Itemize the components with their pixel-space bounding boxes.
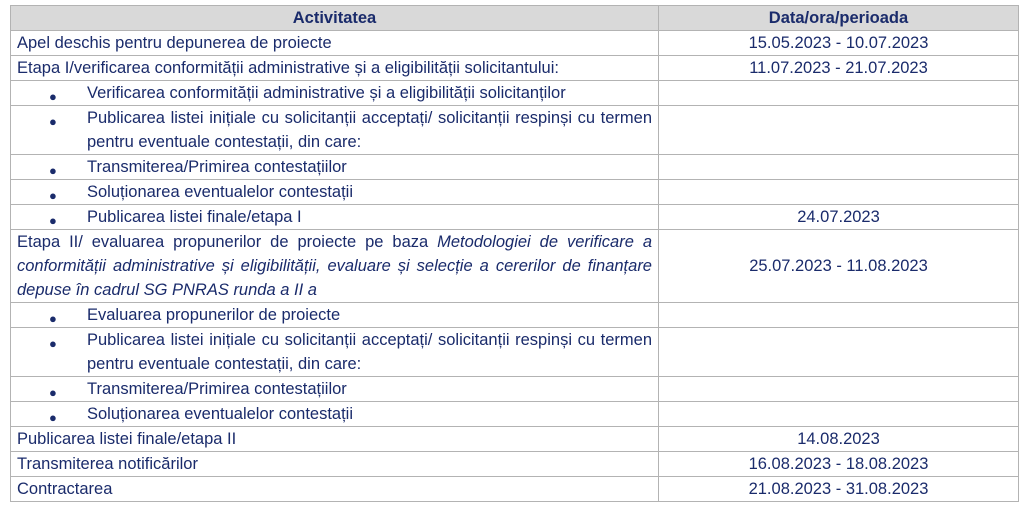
date-cell	[659, 155, 1019, 180]
activity-cell	[11, 180, 659, 205]
activity-cell	[11, 155, 659, 180]
activity-cell: Contractarea	[11, 477, 659, 502]
table-header-row	[11, 6, 1019, 31]
table-row	[11, 205, 1019, 230]
activity-cell	[11, 328, 659, 377]
activity-cell	[11, 230, 659, 303]
date-cell	[659, 106, 1019, 155]
bullet-icon: ●	[49, 385, 57, 400]
activity-cell	[11, 81, 659, 106]
header-date: Data/ora/perioada	[659, 6, 1019, 31]
table-row	[11, 452, 1019, 477]
activity-cell	[11, 303, 659, 328]
table-row	[11, 56, 1019, 81]
schedule-table-container	[10, 5, 1018, 502]
activity-text: Transmiterea/Primirea contestațiilor	[87, 158, 347, 176]
table-row	[11, 427, 1019, 452]
activity-text: Etapa II/ evaluarea propunerilor de proiecte pe baza	[17, 233, 438, 251]
bullet-icon: ●	[49, 213, 57, 228]
activity-cell: Apel deschis pentru depunerea de proiecte	[11, 31, 659, 56]
date-cell: 11.07.2023 - 21.07.2023	[659, 56, 1019, 81]
date-cell	[659, 328, 1019, 377]
date-cell: 21.08.2023 - 31.08.2023	[659, 477, 1019, 502]
date-cell: 25.07.2023 - 11.08.2023	[659, 230, 1019, 303]
bullet-icon: ●	[49, 311, 57, 326]
table-row	[11, 402, 1019, 427]
date-cell: 16.08.2023 - 18.08.2023	[659, 452, 1019, 477]
date-cell	[659, 81, 1019, 106]
date-cell	[659, 180, 1019, 205]
table-row	[11, 81, 1019, 106]
date-cell: 14.08.2023	[659, 427, 1019, 452]
bullet-icon: ●	[49, 188, 57, 203]
activity-cell	[11, 377, 659, 402]
table-row	[11, 477, 1019, 502]
table-row	[11, 155, 1019, 180]
bullet-icon: ●	[49, 89, 57, 104]
activity-cell: Transmiterea notificărilor	[11, 452, 659, 477]
header-activity: Activitatea	[11, 6, 659, 31]
table-row	[11, 106, 1019, 155]
activity-cell	[11, 106, 659, 155]
date-cell	[659, 402, 1019, 427]
methodology-title: Metodologiei de verificare a conformității administrative și eligibilității, evaluare și selecție a cererilor de finanțare depuse în cadrul SG PNRAS runda a II a	[17, 233, 652, 299]
bullet-icon: ●	[49, 410, 57, 425]
date-cell	[659, 377, 1019, 402]
activity-text: Publicarea listei inițiale cu solicitanții acceptați/ solicitanții respinși cu termen pentru eventuale contestații, din care:	[87, 331, 652, 373]
table-row	[11, 328, 1019, 377]
activity-text: Publicarea listei inițiale cu solicitanții acceptați/ solicitanții respinși cu termen pentru eventuale contestații, din care:	[87, 109, 652, 151]
activity-text: Transmiterea/Primirea contestațiilor	[87, 380, 347, 398]
table-row	[11, 303, 1019, 328]
schedule-table	[10, 5, 1019, 502]
date-cell: 15.05.2023 - 10.07.2023	[659, 31, 1019, 56]
activity-text: Soluționarea eventualelor contestații	[87, 183, 354, 201]
date-cell	[659, 303, 1019, 328]
date-cell: 24.07.2023	[659, 205, 1019, 230]
activity-text: Verificarea conformității administrative și a eligibilității solicitanților	[87, 84, 566, 102]
bullet-icon: ●	[49, 163, 57, 178]
activity-cell: Etapa I/verificarea conformității administrative și a eligibilității solicitantului:	[11, 56, 659, 81]
activity-text: Soluționarea eventualelor contestații	[87, 405, 354, 423]
activity-text: Publicarea listei finale/etapa I	[87, 208, 302, 226]
table-row	[11, 31, 1019, 56]
table-row	[11, 230, 1019, 303]
activity-text: Evaluarea propunerilor de proiecte	[87, 306, 341, 324]
activity-cell	[11, 402, 659, 427]
activity-cell	[11, 205, 659, 230]
activity-cell: Publicarea listei finale/etapa II	[11, 427, 659, 452]
table-row	[11, 180, 1019, 205]
table-row	[11, 377, 1019, 402]
bullet-icon: ●	[49, 114, 57, 129]
bullet-icon: ●	[49, 336, 57, 351]
